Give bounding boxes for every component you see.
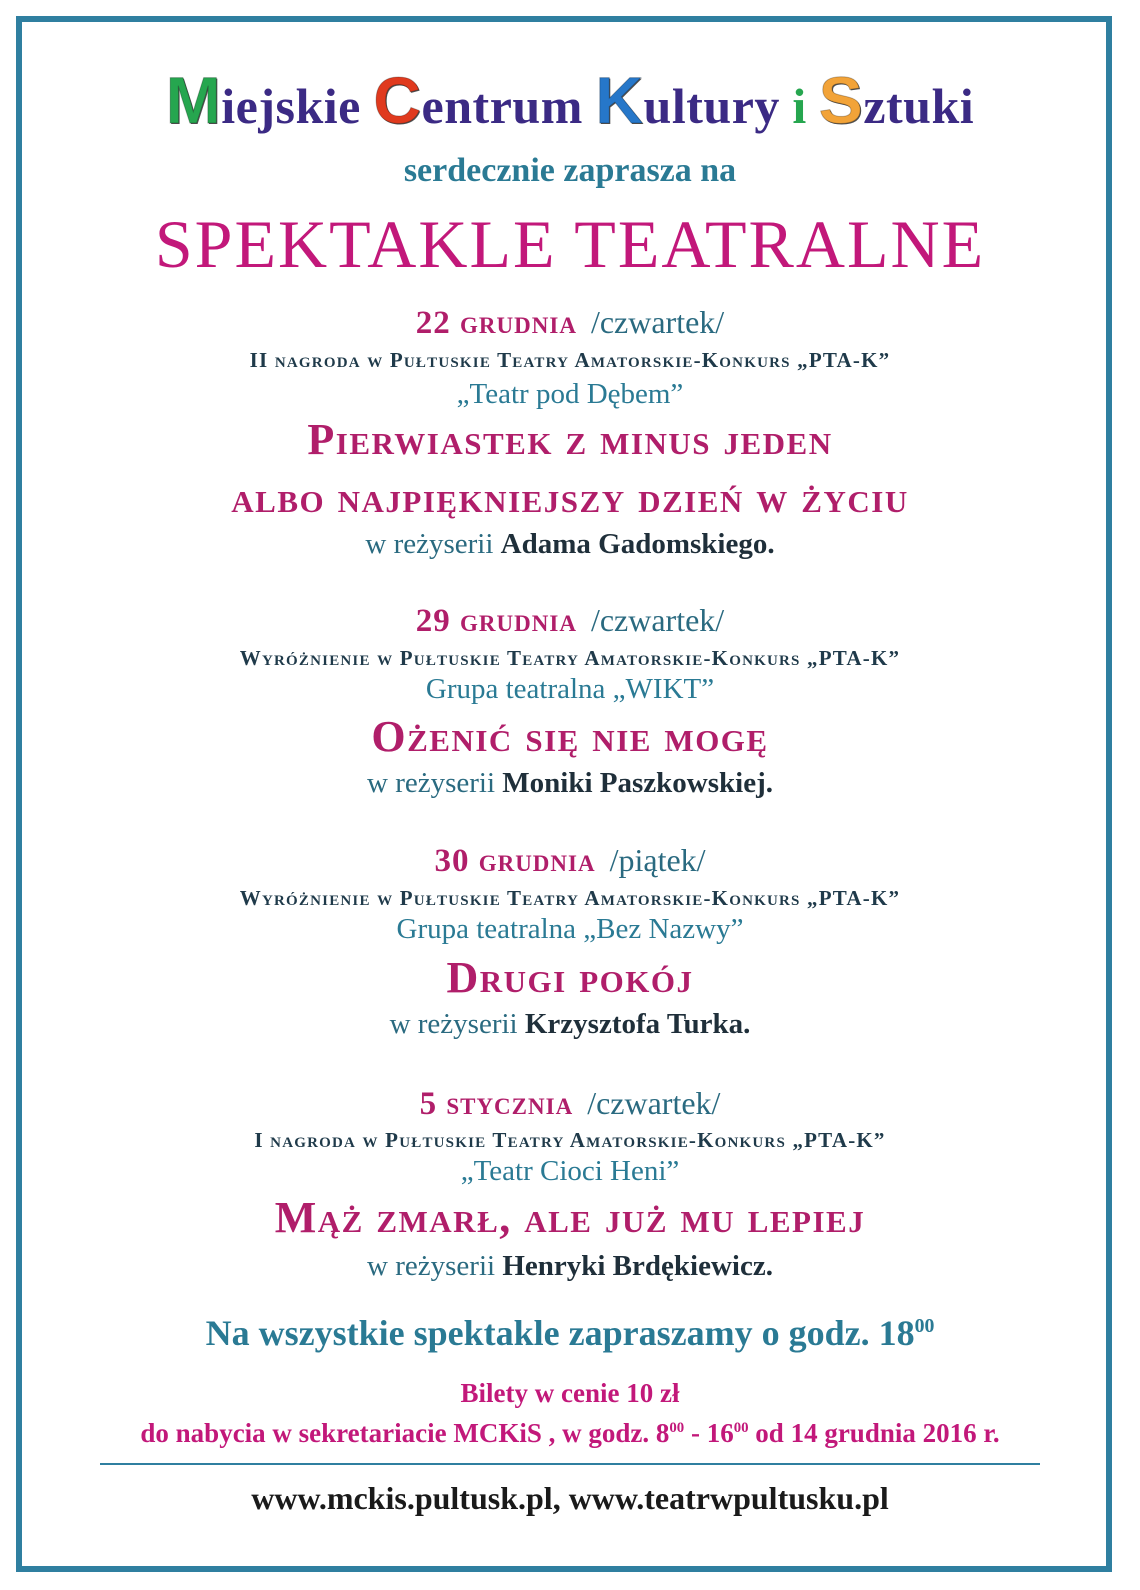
event-2-director: w reżyserii Moniki Paszkowskiej. — [367, 767, 773, 799]
org-conjunction: i — [792, 78, 807, 134]
event-3-troupe: Grupa teatralna „Bez Nazwy” — [396, 913, 744, 945]
event-1-play-line-2: albo najpiękniejszy dzień w życiu — [231, 473, 909, 522]
event-4-date: 5 stycznia /czwartek/ — [419, 1085, 721, 1122]
event-2-play: Ożenić się nie mogę — [371, 712, 769, 761]
event-4-day: /czwartek/ — [587, 1085, 721, 1121]
event-2-day: /czwartek/ — [590, 602, 725, 638]
org-name — [0, 62, 1140, 142]
org-word-1: Miejskie — [165, 63, 361, 137]
event-1-date: 22 grudnia /czwartek/ — [415, 304, 725, 341]
org-initial-k: K — [595, 63, 644, 137]
event-2-date: 29 grudnia /czwartek/ — [415, 602, 725, 639]
event-1-director: w reżyserii Adama Gadomskiego. — [365, 528, 775, 560]
event-4-play: Mąż zmarł, ale już mu lepiej — [274, 1193, 866, 1242]
org-initial-s: S — [818, 63, 864, 137]
event-4-director: w reżyserii Henryki Brdękiewicz. — [367, 1250, 773, 1282]
page-title: SPEKTAKLE TEATRALNE — [154, 206, 986, 282]
showtime-info: Na wszystkie spektakle zapraszamy o godz. $18^{00}$ — [205, 1313, 935, 1353]
footer-divider — [100, 1463, 1040, 1465]
org-word-4: Sztuki — [818, 63, 975, 137]
website-links: www.mckis.pultusk.pl, www.teatrwpultusku.pl — [251, 1480, 889, 1516]
ticket-sales-info: do nabycia w sekretariacie MCKiS , w godz. $8^{00} - 16^{00}$ od 14 grudnia 2016 r. — [140, 1418, 1000, 1448]
event-1-play-line-1: Pierwiastek z minus jeden — [307, 415, 833, 464]
event-1-troupe: „Teatr pod Dębem” — [456, 378, 684, 410]
invite-text: serdecznie zaprasza na — [403, 152, 737, 189]
event-2-award: Wyróżnienie w Pułtuskie Teatry Amatorskie-Konkurs „PTA-K” — [239, 646, 901, 670]
event-3-day: /piątek/ — [609, 842, 706, 878]
event-2-troupe: Grupa teatralna „WIKT” — [425, 673, 715, 705]
org-initial-m: M — [165, 63, 222, 137]
org-word-3: Kultury — [595, 63, 780, 137]
event-1-award: II nagroda w Pułtuskie Teatry Amatorskie-Konkurs „PTA-K” — [249, 348, 891, 372]
event-3-date: 30 grudnia /piątek/ — [434, 842, 706, 879]
org-initial-c: C — [373, 63, 422, 137]
event-3-director: w reżyserii Krzysztofa Turka. — [389, 1008, 751, 1040]
org-word-2: Centrum — [373, 63, 583, 137]
ticket-price: Bilety w cenie 10 zł — [460, 1378, 680, 1408]
event-1-day: /czwartek/ — [590, 304, 725, 340]
event-4-award: I nagroda w Pułtuskie Teatry Amatorskie-Konkurs „PTA-K” — [254, 1128, 886, 1152]
event-4-troupe: „Teatr Cioci Heni” — [460, 1155, 680, 1187]
event-3-award: Wyróżnienie w Pułtuskie Teatry Amatorskie-Konkurs „PTA-K” — [239, 886, 901, 910]
event-3-play: Drugi pokój — [446, 953, 694, 1002]
